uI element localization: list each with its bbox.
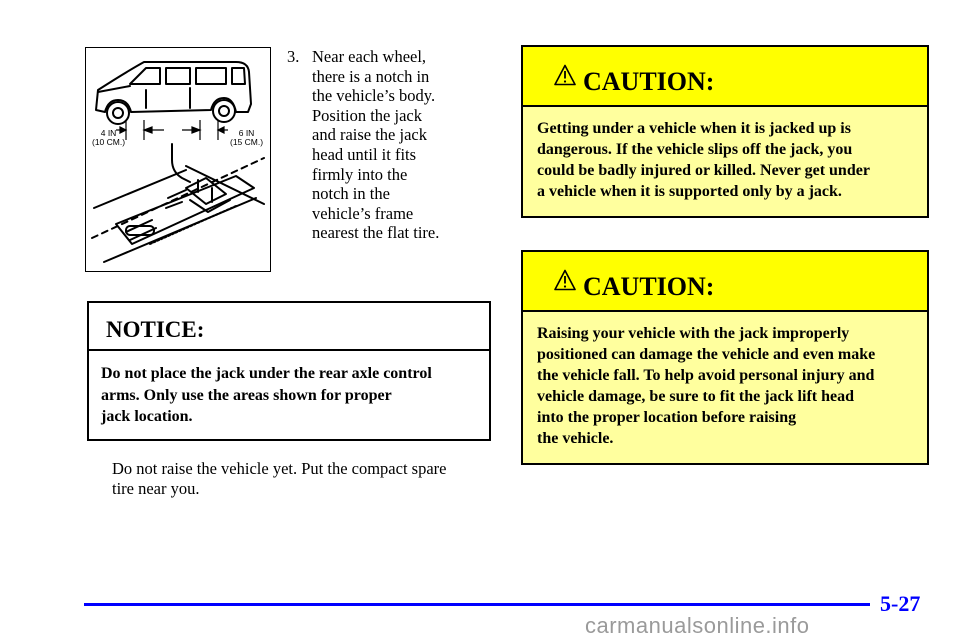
notice-title: NOTICE: [89, 303, 489, 351]
caution-box-2 [521, 250, 929, 465]
step-line: and raise the jack [312, 125, 427, 145]
step-line: Near each wheel, [312, 47, 427, 66]
dim-right-imperial: 6 IN [238, 128, 255, 138]
caution-title: CAUTION: [583, 272, 715, 301]
caution-body [523, 312, 927, 463]
caution-line: could be badly injured or killed. Never get under [537, 162, 870, 179]
paragraph-line: tire near you. [112, 479, 200, 498]
caution-line: a vehicle when it is supported only by a jack. [537, 183, 842, 200]
dim-left-metric: (10 CM.) [92, 137, 126, 147]
page-number: 5-27 [880, 591, 921, 616]
caution-line: the vehicle. [537, 430, 614, 447]
notice-box [87, 301, 491, 441]
step-line: there is a notch in [312, 66, 430, 86]
van-jack-illustration [86, 48, 270, 271]
watermark-text: carmanualsonline.info [585, 613, 810, 638]
jack-position-figure [85, 47, 271, 272]
warning-triangle-icon [554, 269, 576, 291]
notice-line: jack location. [101, 408, 193, 425]
notice-line: arms. Only use the areas shown for proper [101, 386, 392, 404]
step-text [312, 47, 467, 243]
step-line: vehicle’s frame [312, 203, 414, 223]
footer-rule [84, 603, 870, 606]
dim-left-imperial: 4 IN [100, 128, 117, 138]
step-3 [287, 47, 467, 243]
caution-title: CAUTION: [583, 67, 715, 96]
caution-header [523, 252, 927, 312]
caution-body [523, 107, 927, 216]
step-line: firmly into the [312, 164, 408, 184]
step-line: head until it fits [312, 144, 417, 164]
instruction-paragraph [112, 459, 492, 499]
paragraph-line: Do not raise the vehicle yet. Put the compact spare [112, 459, 447, 478]
step-line: nearest the flat tire. [312, 223, 440, 243]
caution-box-1 [521, 45, 929, 218]
caution-line: the vehicle fall. To help avoid personal injury and [537, 367, 875, 384]
notice-line: Do not place the jack under the rear axle control [101, 365, 432, 382]
caution-line: into the proper location before raising [537, 409, 797, 426]
caution-header [523, 47, 927, 107]
step-line: Position the jack [312, 105, 422, 125]
dim-right-label [230, 129, 263, 147]
caution-line: Raising your vehicle with the jack improperly [537, 325, 850, 342]
warning-triangle-icon [554, 64, 576, 86]
caution-line: Getting under a vehicle when it is jacked up is [537, 120, 851, 137]
notice-body [89, 351, 489, 428]
caution-line: positioned can damage the vehicle and even make [537, 346, 876, 363]
step-number: 3. [287, 47, 300, 66]
caution-line: vehicle damage, be sure to fit the jack lift head [537, 388, 854, 405]
step-line: the vehicle’s body. [312, 86, 436, 106]
step-line: notch in the [312, 184, 390, 204]
caution-line: dangerous. If the vehicle slips off the jack, you [537, 141, 853, 158]
dim-right-metric: (15 CM.) [230, 137, 264, 147]
dim-left-label [92, 129, 125, 147]
